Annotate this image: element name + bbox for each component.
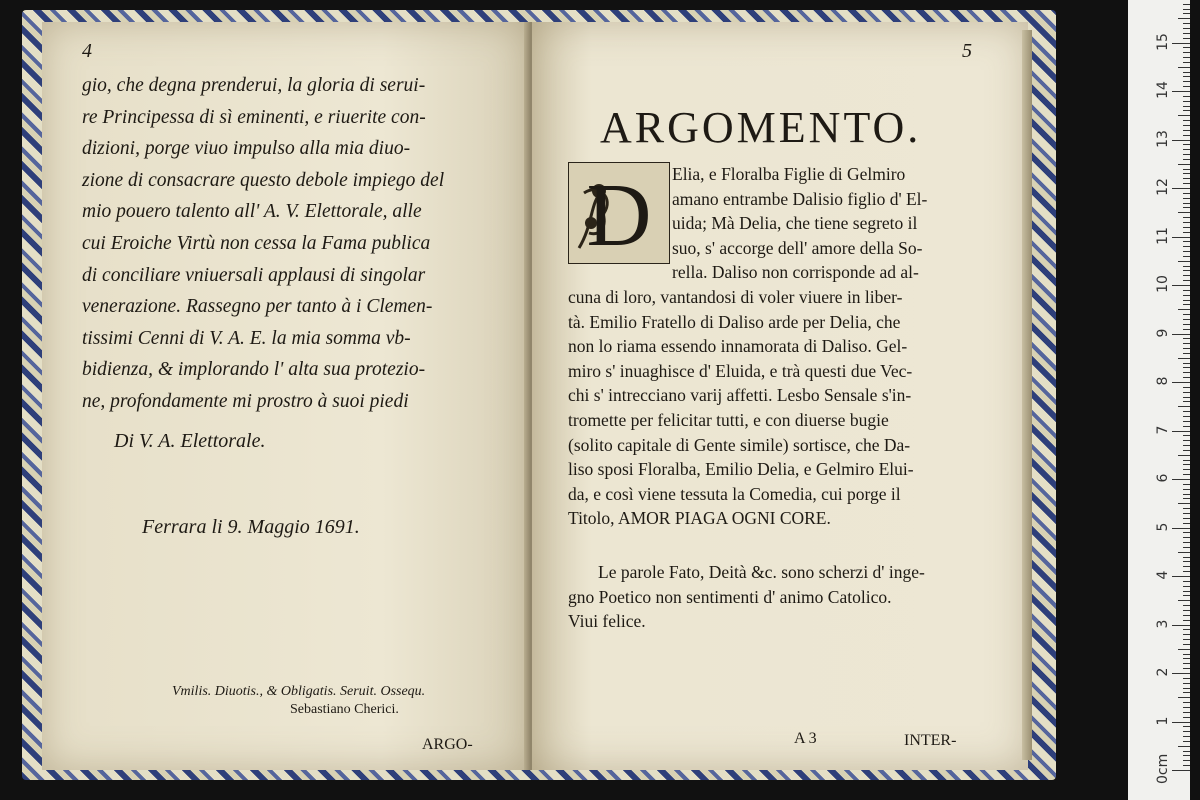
ruler-tick bbox=[1183, 755, 1190, 756]
ruler-tick bbox=[1183, 173, 1190, 174]
ruler-tick bbox=[1183, 435, 1190, 436]
left-page-body bbox=[82, 70, 512, 418]
ruler-tick bbox=[1183, 513, 1190, 514]
dropcap-letter: D bbox=[586, 166, 652, 263]
ruler-tick bbox=[1178, 552, 1190, 553]
ruler-tick bbox=[1183, 81, 1190, 82]
text-line: tromette per felicitar tutti, e con diuerse bugie bbox=[568, 409, 889, 430]
ruler-tick bbox=[1183, 372, 1190, 373]
text-line: Viui felice. bbox=[568, 611, 646, 632]
signature-mark: A 3 bbox=[794, 730, 817, 747]
ruler-tick bbox=[1178, 649, 1190, 650]
ruler-tick bbox=[1183, 542, 1190, 543]
text-line: uida; Mà Delia, che tiene segreto il bbox=[672, 213, 918, 234]
ruler-label: 8 bbox=[1155, 376, 1171, 386]
ruler-tick bbox=[1183, 96, 1190, 97]
ruler-tick bbox=[1183, 110, 1190, 111]
text-line: gio, che degna prenderui, la gloria di serui- bbox=[82, 75, 426, 96]
ruler-label: 1 bbox=[1155, 716, 1171, 725]
ruler-tick bbox=[1183, 547, 1190, 548]
ruler-tick bbox=[1183, 4, 1190, 5]
ruler-tick bbox=[1183, 314, 1190, 315]
ruler-tick bbox=[1183, 644, 1190, 645]
ruler-tick bbox=[1172, 479, 1190, 480]
ruler-tick bbox=[1183, 319, 1190, 320]
ruler-tick bbox=[1172, 382, 1190, 383]
ruler-tick bbox=[1183, 343, 1190, 344]
ruler-tick bbox=[1183, 106, 1190, 107]
ruler-tick bbox=[1183, 57, 1190, 58]
page-heading: ARGOMENTO. bbox=[600, 103, 922, 152]
ruler-tick bbox=[1183, 241, 1190, 242]
ruler-tick bbox=[1178, 600, 1190, 601]
ruler-tick bbox=[1183, 169, 1190, 170]
ruler-tick bbox=[1183, 387, 1190, 388]
ruler-tick bbox=[1183, 23, 1190, 24]
ruler-tick bbox=[1183, 300, 1190, 301]
ruler-tick bbox=[1183, 367, 1190, 368]
ruler-tick bbox=[1183, 125, 1190, 126]
text-line: suo, s' accorge dell' amore della So- bbox=[672, 237, 923, 258]
ruler-tick bbox=[1183, 416, 1190, 417]
text-line: da, e così viene tessuta la Comedia, cui porge il bbox=[568, 483, 901, 504]
ruler-tick bbox=[1183, 232, 1190, 233]
ruler-tick bbox=[1183, 193, 1190, 194]
ruler-tick bbox=[1183, 33, 1190, 34]
ruler-tick bbox=[1183, 324, 1190, 325]
ruler-tick bbox=[1183, 469, 1190, 470]
text-line: ne, profondamente mi prostro à suoi piedi bbox=[82, 390, 409, 412]
ruler-tick bbox=[1183, 28, 1190, 29]
ruler-tick bbox=[1183, 275, 1190, 276]
ruler-tick bbox=[1183, 678, 1190, 679]
signature-line-2: Sebastiano Cherici. bbox=[290, 702, 399, 717]
ruler-tick bbox=[1183, 222, 1190, 223]
ruler-tick bbox=[1178, 18, 1190, 19]
ruler-tick bbox=[1183, 736, 1190, 737]
ruler-tick bbox=[1183, 135, 1190, 136]
ruler-tick bbox=[1183, 702, 1190, 703]
ruler-tick bbox=[1183, 198, 1190, 199]
ruler-label: 9 bbox=[1155, 328, 1171, 337]
ruler-tick bbox=[1183, 178, 1190, 179]
ruler-label: 13 bbox=[1155, 129, 1171, 148]
ruler-tick bbox=[1183, 421, 1190, 422]
text-line: di conciliare vniuersali applausi di singolar bbox=[82, 264, 426, 286]
ruler-tick bbox=[1183, 246, 1190, 247]
ruler-label: 5 bbox=[1155, 522, 1171, 531]
right-page-number: 5 bbox=[962, 40, 972, 62]
text-line: dizioni, porge viuo impulso alla mia diuo- bbox=[82, 138, 411, 160]
ruler-tick bbox=[1183, 615, 1190, 616]
ruler-tick bbox=[1183, 144, 1190, 145]
ruler-tick bbox=[1183, 731, 1190, 732]
ruler-tick bbox=[1183, 304, 1190, 305]
ruler-tick bbox=[1183, 683, 1190, 684]
ruler-tick bbox=[1172, 91, 1190, 92]
ruler-tick bbox=[1183, 688, 1190, 689]
closing-line: Di V. A. Elettorale. bbox=[114, 430, 266, 452]
ruler-tick bbox=[1183, 280, 1190, 281]
ruler-tick bbox=[1183, 348, 1190, 349]
ruler-tick bbox=[1183, 498, 1190, 499]
ruler-label: 0cm bbox=[1155, 753, 1171, 784]
ruler-tick bbox=[1183, 266, 1190, 267]
ruler-tick bbox=[1183, 741, 1190, 742]
ruler-tick bbox=[1183, 464, 1190, 465]
ruler-tick bbox=[1183, 474, 1190, 475]
text-line: (solito capitale di Gente simile) sortisce, che Da- bbox=[568, 434, 911, 455]
text-line: rella. Daliso non corrisponde ad al- bbox=[672, 262, 919, 283]
ruler-tick bbox=[1183, 620, 1190, 621]
ruler-tick bbox=[1183, 561, 1190, 562]
ruler-tick bbox=[1183, 605, 1190, 606]
place-date: Ferrara li 9. Maggio 1691. bbox=[142, 516, 360, 538]
ruler-tick bbox=[1183, 566, 1190, 567]
ruler-tick bbox=[1183, 581, 1190, 582]
ruler-tick bbox=[1172, 188, 1190, 189]
ruler-tick bbox=[1183, 445, 1190, 446]
text-line: re Principessa di sì eminenti, e riuerite con- bbox=[82, 106, 426, 128]
ruler-tick bbox=[1183, 47, 1190, 48]
ruler-tick bbox=[1183, 557, 1190, 558]
ruler-tick bbox=[1172, 722, 1190, 723]
ruler-tick bbox=[1178, 406, 1190, 407]
ruler-tick bbox=[1183, 183, 1190, 184]
ruler-label: 10 bbox=[1155, 275, 1171, 293]
ruler-tick bbox=[1172, 285, 1190, 286]
ruler-tick bbox=[1183, 440, 1190, 441]
ruler-label: 14 bbox=[1155, 81, 1171, 99]
ruler-tick bbox=[1172, 43, 1190, 44]
ruler-tick bbox=[1183, 658, 1190, 659]
ruler-tick bbox=[1183, 532, 1190, 533]
ruler-tick bbox=[1183, 692, 1190, 693]
ruler-tick bbox=[1183, 38, 1190, 39]
ruler-tick bbox=[1183, 101, 1190, 102]
ruler-tick bbox=[1183, 484, 1190, 485]
ruler-tick bbox=[1172, 673, 1190, 674]
ruler-label: 4 bbox=[1155, 570, 1171, 580]
ruler-tick bbox=[1183, 668, 1190, 669]
left-page bbox=[42, 22, 528, 770]
ruler-tick bbox=[1183, 639, 1190, 640]
ruler-tick bbox=[1183, 726, 1190, 727]
ruler-tick bbox=[1183, 159, 1190, 160]
ruler-tick bbox=[1172, 625, 1190, 626]
text-line: tissimi Cenni di V. A. E. la mia somma vb- bbox=[82, 327, 411, 349]
ruler-tick bbox=[1183, 629, 1190, 630]
ruler-tick bbox=[1172, 528, 1190, 529]
ruler-tick bbox=[1183, 227, 1190, 228]
ruler-tick bbox=[1183, 707, 1190, 708]
ruler-tick bbox=[1183, 489, 1190, 490]
ruler-tick bbox=[1183, 518, 1190, 519]
ruler-tick bbox=[1183, 634, 1190, 635]
ruler-tick bbox=[1183, 72, 1190, 73]
ruler-tick bbox=[1183, 663, 1190, 664]
ruler-tick bbox=[1183, 9, 1190, 10]
ruler-tick bbox=[1183, 765, 1190, 766]
text-line: liso sposi Floralba, Emilio Delia, e Gelmiro Elui- bbox=[568, 459, 914, 480]
measurement-ruler bbox=[1128, 0, 1190, 800]
ruler-tick bbox=[1183, 377, 1190, 378]
ruler-tick bbox=[1183, 353, 1190, 354]
ruler-tick bbox=[1178, 261, 1190, 262]
ruler-tick bbox=[1178, 309, 1190, 310]
ruler-tick bbox=[1183, 62, 1190, 63]
catchword-right: INTER- bbox=[904, 732, 957, 749]
ruler-label: 6 bbox=[1155, 473, 1171, 483]
text-line: amano entrambe Dalisio figlio d' El- bbox=[672, 188, 928, 209]
ruler-tick bbox=[1172, 770, 1190, 771]
ruler-tick bbox=[1183, 610, 1190, 611]
ruler-tick bbox=[1172, 237, 1190, 238]
ruler-tick bbox=[1183, 329, 1190, 330]
ruler-tick bbox=[1183, 338, 1190, 339]
text-line: bidienza, & implorando l' alta sua protezio- bbox=[82, 359, 426, 381]
ruler-tick bbox=[1183, 120, 1190, 121]
ruler-tick bbox=[1178, 358, 1190, 359]
ruler-tick bbox=[1172, 334, 1190, 335]
ruler-tick bbox=[1178, 503, 1190, 504]
ruler-tick bbox=[1183, 717, 1190, 718]
text-line: venerazione. Rassegno per tanto à i Clemen- bbox=[82, 296, 433, 318]
ruler-tick bbox=[1183, 411, 1190, 412]
ruler-tick bbox=[1183, 363, 1190, 364]
ruler-tick bbox=[1183, 537, 1190, 538]
right-page bbox=[532, 22, 1028, 770]
ruler-tick bbox=[1183, 523, 1190, 524]
ruler-label: 3 bbox=[1155, 619, 1171, 628]
ruler-tick bbox=[1183, 712, 1190, 713]
ruler-tick bbox=[1172, 431, 1190, 432]
text-line: miro s' inuaghisce d' Eluida, e trà questi due Vec- bbox=[568, 360, 913, 381]
ruler-tick bbox=[1183, 751, 1190, 752]
page-edge bbox=[1022, 30, 1032, 760]
ruler-tick bbox=[1183, 251, 1190, 252]
ruler-tick bbox=[1183, 86, 1190, 87]
text-line: zione di consacrare questo debole impiego del bbox=[82, 169, 445, 191]
text-line: tà. Emilio Fratello di Daliso arde per Delia, che bbox=[568, 311, 901, 332]
ruler-tick bbox=[1183, 217, 1190, 218]
ruler-tick bbox=[1178, 746, 1190, 747]
ruler-tick bbox=[1183, 130, 1190, 131]
ruler-tick bbox=[1178, 67, 1190, 68]
ruler-tick bbox=[1183, 494, 1190, 495]
text-line: cui Eroiche Virtù non cessa la Fama publica bbox=[82, 232, 431, 254]
ruler-tick bbox=[1183, 76, 1190, 77]
ruler-label: 2 bbox=[1155, 667, 1171, 677]
text-line: Le parole Fato, Deità &c. sono scherzi d' inge- bbox=[598, 562, 925, 582]
ruler-tick bbox=[1178, 455, 1190, 456]
ruler-tick bbox=[1183, 270, 1190, 271]
ruler-label: 15 bbox=[1155, 32, 1171, 51]
text-line: cuna di loro, vantandosi di voler viuere in liber- bbox=[568, 286, 903, 307]
ruler-tick bbox=[1183, 586, 1190, 587]
ruler-tick bbox=[1183, 392, 1190, 393]
ruler-label: 11 bbox=[1155, 226, 1171, 245]
ruler-tick bbox=[1183, 154, 1190, 155]
ruler-tick bbox=[1183, 295, 1190, 296]
note-paragraph bbox=[568, 560, 988, 634]
ruler-tick bbox=[1183, 595, 1190, 596]
ruler-tick bbox=[1183, 52, 1190, 53]
ruler-tick bbox=[1183, 460, 1190, 461]
ruler-tick bbox=[1178, 115, 1190, 116]
argument-paragraph bbox=[568, 162, 988, 531]
ruler-tick bbox=[1183, 450, 1190, 451]
ruler-tick bbox=[1183, 401, 1190, 402]
ruler-tick bbox=[1183, 207, 1190, 208]
ruler-label: 7 bbox=[1155, 425, 1171, 434]
text-line: Titolo, AMOR PIAGA OGNI CORE. bbox=[568, 508, 831, 529]
ruler-tick bbox=[1183, 149, 1190, 150]
signature-line-1: Vmilis. Diuotis., & Obligatis. Seruit. Ossequ. bbox=[172, 684, 426, 699]
ruler-tick bbox=[1183, 426, 1190, 427]
ruler-tick bbox=[1183, 591, 1190, 592]
ruler-tick bbox=[1183, 571, 1190, 572]
ruler-tick bbox=[1172, 576, 1190, 577]
catchword-left: ARGO- bbox=[422, 736, 473, 753]
text-line: gno Poetico non sentimenti d' animo Catolico. bbox=[568, 586, 892, 607]
ruler-tick bbox=[1183, 203, 1190, 204]
ruler-tick bbox=[1183, 654, 1190, 655]
ruler-tick bbox=[1183, 397, 1190, 398]
text-line: mio pouero talento all' A. V. Elettorale, alle bbox=[82, 201, 422, 223]
ruler-tick bbox=[1183, 760, 1190, 761]
ruler-tick bbox=[1183, 256, 1190, 257]
ruler-tick bbox=[1183, 508, 1190, 509]
text-line: non lo riama essendo innamorata di Daliso. Gel- bbox=[568, 336, 908, 357]
ruler-tick bbox=[1178, 164, 1190, 165]
ruler-tick bbox=[1172, 140, 1190, 141]
ruler-tick bbox=[1183, 290, 1190, 291]
ruler-label: 12 bbox=[1155, 178, 1171, 196]
ruler-tick bbox=[1178, 697, 1190, 698]
ruler-tick bbox=[1178, 212, 1190, 213]
text-line: chi s' intrecciano varij affetti. Lesbo Sensale s'in- bbox=[568, 385, 912, 406]
text-line: Elia, e Floralba Figlie di Gelmiro bbox=[672, 164, 906, 184]
ruler-tick bbox=[1183, 13, 1190, 14]
left-page-number: 4 bbox=[82, 40, 92, 62]
